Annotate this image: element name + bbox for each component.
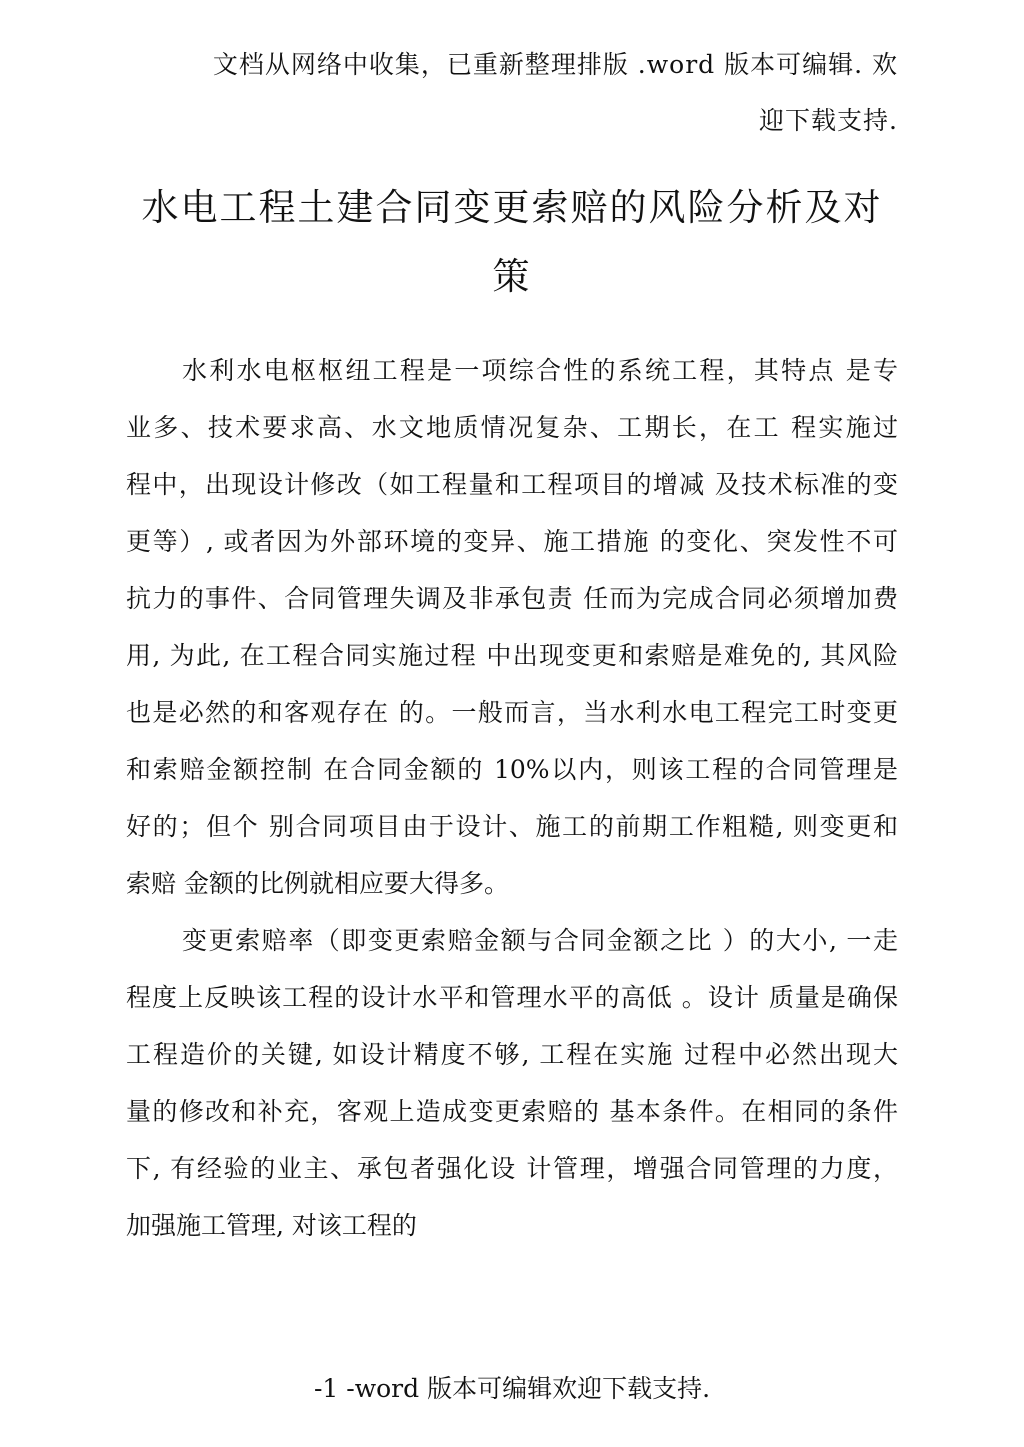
document-title-line-2: 策 (492, 255, 532, 298)
paragraph-2-line-5: 下, 有经验的业主、承包者强化设 计管理，增强合同管理的力度， (126, 1154, 898, 1183)
paragraph-1-line-4: 更等）, 或者因为外部环境的变异、施工措施 的变化、突发性不可 (126, 527, 898, 556)
paragraph-1-line-5: 抗力的事件、合同管理失调及非承包责 任而为完成合同必须增加费 (126, 584, 898, 613)
paragraph-1-line-6: 用, 为此, 在工程合同实施过程 中出现变更和索赔是难免的, 其风险 (126, 641, 898, 670)
paragraph-1-line-1: 水利水电枢枢纽工程是一项综合性的系统工程，其特点 是专 (182, 356, 898, 385)
paragraph-2-line-3: 工程造价的关键, 如设计精度不够, 工程在实施 过程中必然出现大 (126, 1040, 898, 1069)
paragraph-2-line-4: 量的修改和补充，客观上造成变更索赔的 基本条件。在相同的条件 (126, 1097, 898, 1126)
paragraph-1-line-8: 和索赔金额控制 在合同金额的 10%以内，则该工程的合同管理是 (126, 755, 898, 784)
paragraph-2-line-6: 加强施工管理, 对该工程的 (126, 1211, 417, 1240)
paragraph-2-line-1: 变更索赔率（即变更索赔金额与合同金额之比 ）的大小, 一走 (182, 926, 898, 955)
paragraph-1-line-10: 索赔 金额的比例就相应要大得多。 (126, 869, 509, 898)
header-note-line-1: 文档从网络中收集，已重新整理排版 .word 版本可编辑. 欢 (212, 50, 898, 79)
paragraph-1-line-3: 程中，出现设计修改（如工程量和工程项目的增减 及技术标准的变 (126, 470, 898, 499)
paragraph-1-line-2: 业多、技术要求高、水文地质情况复杂、工期长，在工 程实施过 (126, 413, 898, 442)
paragraph-1-line-7: 也是必然的和客观存在 的。一般而言，当水利水电工程完工时变更 (126, 698, 898, 727)
page-footer: -1 -word 版本可编辑欢迎下载支持. (313, 1374, 711, 1403)
paragraph-2-line-2: 程度上反映该工程的设计水平和管理水平的高低 。设计 质量是确保 (126, 983, 898, 1012)
header-note-line-2: 迎下载支持. (759, 106, 898, 135)
document-title-line-1: 水电工程土建合同变更索赔的风险分析及对 (141, 186, 883, 229)
paragraph-1-line-9: 好的；但个 别合同项目由于设计、施工的前期工作粗糙, 则变更和 (126, 812, 898, 841)
